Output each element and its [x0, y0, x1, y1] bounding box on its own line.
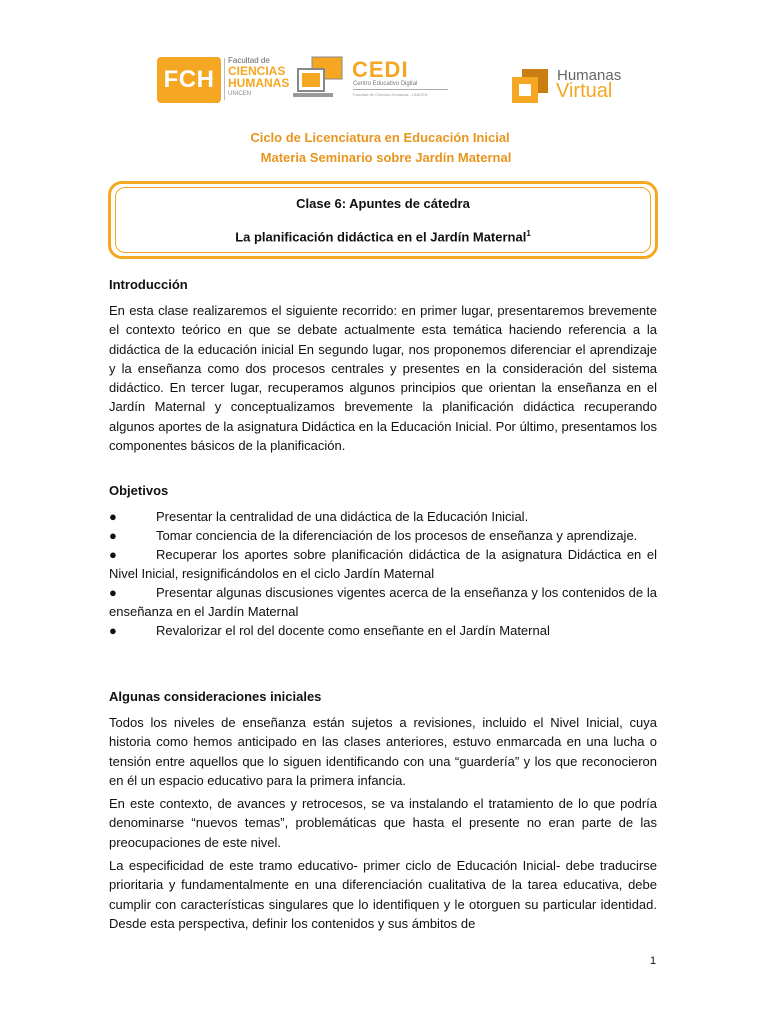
intro-paragraph: En esta clase realizaremos el siguiente recorrido: en primer lugar, presentaremos brevemente el contexto teórico en que se debate actualmente esta temática haciendo referencia a la didáctica de la educación inicial En segundo lugar, nos proponemos diferenciar el aprendizaje y la enseñanza como dos procesos centrales y presentes en la consideración del sistema didáctico. En tercer lugar, recuperamos algunos principios que orientan la enseñanza en el Jardín Maternal y conceptualizamos brevemente la planificación didáctica recuperando algunos aportes de la asignatura Didáctica en la Educación Inicial. Por último, presentamos los componentes básicos de la planificación. [109, 303, 657, 454]
fch-line2: CIENCIAS [228, 64, 286, 78]
considerations-heading: Algunas consideraciones iniciales [109, 689, 322, 704]
intro-heading: Introducción [109, 277, 188, 292]
objectives-heading: Objetivos [109, 483, 169, 498]
objective-item [109, 545, 657, 583]
objective-text: Recuperar los aportes sobre planificación didáctica de la asignatura Didáctica en el Nivel Inicial, resignificándolos en el ciclo Jardín Maternal [109, 547, 657, 581]
humanas-virtual-bottom: Virtual [556, 80, 613, 102]
cedi-subtitle: Centro Educativo Digital [353, 81, 418, 87]
objective-item [109, 621, 657, 640]
cedi-name: CEDI [352, 57, 409, 82]
objective-text: Presentar algunas discusiones vigentes acerca de la enseñanza y los contenidos de la enseñanza en el Jardín Maternal [109, 585, 657, 619]
subject-title: Materia Seminario sobre Jardín Maternal [260, 150, 512, 165]
class-title [108, 229, 658, 244]
fch-line1: Facultad de [228, 56, 270, 65]
humanas-virtual-top: Humanas [557, 67, 622, 84]
cedi-logo-icon [292, 55, 350, 101]
logo-divider [224, 58, 225, 100]
page-number: 1 [650, 955, 657, 967]
objectives-list [109, 507, 657, 640]
bullet: ● [109, 585, 117, 600]
considerations-paragraph-2: En este contexto, de avances y retrocesos, se va instalando el tratamiento de lo que podría denominarse “nuevos temas”, problemáticas que hasta el presente no eran parte de las preocupaciones de este nivel. [109, 796, 657, 850]
considerations-paragraph-3: La especificidad de este tramo educativo- primer ciclo de Educación Inicial- debe traducirse prioritaria y fundamentalmente en una diferenciación cualitativa de la tarea educativa, debe cumplir con características singulares que lo identifiquen y le otorguen su particular identidad. Desde esta perspectiva, definir los contenidos y sus ámbitos de [109, 858, 657, 931]
objective-text: Presentar la centralidad de una didáctica de la Educación Inicial. [156, 509, 529, 524]
objective-item [109, 526, 657, 545]
bullet: ● [109, 509, 117, 524]
bullet: ● [109, 547, 117, 562]
objective-text: Revalorizar el rol del docente como enseñante en el Jardín Maternal [156, 623, 550, 638]
fch-line3: HUMANAS [228, 76, 290, 90]
footnote-mark: 1 [526, 229, 531, 238]
considerations-paragraph-1: Todos los niveles de enseñanza están sujetos a revisiones, incluido el Nivel Inicial, cuya historia como hemos anticipado en las clases anteriores, estuvo enmarcada en una lucha o tensión entre aquellos que lo siguen identificando con una “guardería” y los que reconocieron en él un espacio educativo para la primera infancia. [109, 715, 657, 788]
class-title-text: La planificación didáctica en el Jardín Maternal [235, 229, 527, 245]
objective-text: Tomar conciencia de la diferenciación de los procesos de enseñanza y aprendizaje. [156, 528, 638, 543]
humanas-virtual-icon [510, 67, 550, 105]
cedi-tagline: Facultad de Ciencias Humanas - UNICEN [353, 92, 428, 97]
fch-logo: FCH [157, 57, 221, 103]
course-title: Ciclo de Licenciatura en Educación Inicial [250, 130, 510, 145]
bullet: ● [109, 623, 117, 638]
objective-item [109, 507, 657, 526]
class-label: Clase 6: Apuntes de cátedra [296, 196, 470, 211]
fch-line4: UNICEN [228, 91, 252, 97]
cedi-divider [353, 89, 448, 90]
bullet: ● [109, 528, 117, 543]
objective-item [109, 583, 657, 621]
fch-logo-text [228, 57, 288, 97]
